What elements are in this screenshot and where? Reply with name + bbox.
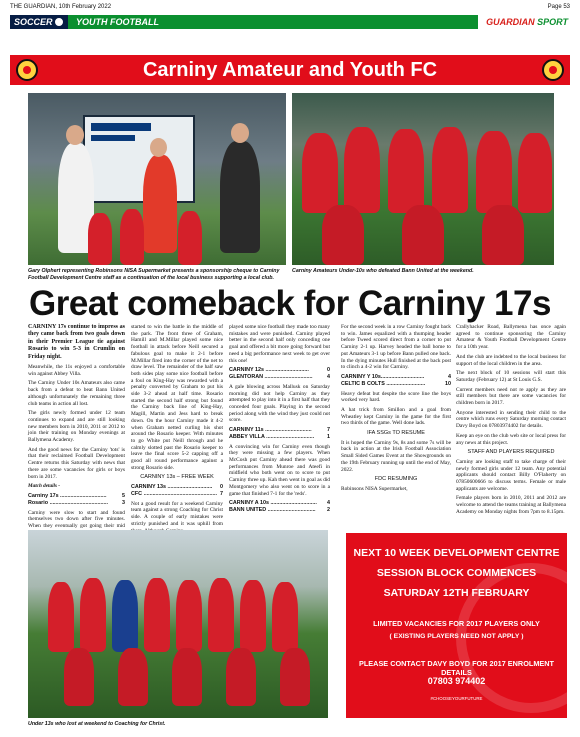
publication-date: THE GUARDIAN, 10th February 2022 (10, 4, 112, 10)
sub-heading: STAFF AND PLAYERS REQUIRED (467, 449, 555, 456)
score-line: CARNINY 11s ............................... 7 (229, 427, 330, 434)
under-13s-team-photo (28, 530, 328, 718)
score-line: ABBEY VILLA ................................ 1 (229, 433, 330, 440)
club-banner (10, 55, 570, 85)
guardian-sport-label: GUARDIAN SPORT (478, 15, 570, 29)
photo-caption: Carniny Amateurs Under-10s who defeated Bann United at the weekend. (292, 268, 474, 274)
adult-figure (143, 155, 177, 253)
article-column-1: CARNINY 17s continue to impress as they came back from two goals down in their Premier League tie against Rosario to win 5-3 in Crumlin on Friday night. Meanwhile, the 11s enjoyed a comfortable win against Abbey Villa. The Carniny Under 10s Amateurs also came back from a defeat to beat Bann United although unfortunately the remaining three club teams in action all lost. The girls newly formed under 12 team continues to expand and are still looking new members born in 2010, 2011 or 2012 to join their training on Monday evenings at Ballymena Academy. And the good news for the Carniny 'tots' is that their reclaimed Football Development Centre returns this Saturday with news that there are some vacancies for girls or boys born in 2017. Match details - Carniny 17s ............................... 5 Rosario ....................................... 3 Carniny were slow to start and found themselves two down after five minutes. When they eventually got going their mid (28, 324, 125, 529)
score-line: BANN UNITED ................................ 2 (229, 507, 330, 514)
section-bar (10, 15, 570, 29)
development-centre-sign (83, 115, 195, 203)
child-figure (120, 209, 144, 265)
score-line: CARNINY A 10s ............................... 4 (229, 500, 330, 507)
child-figure (178, 211, 202, 265)
score-line: CELTIC B COLTS .......................... 10 (341, 380, 451, 387)
banner-title: Carniny Amateur and Youth FC (142, 59, 438, 81)
article-column-5: Crallyhacker Road, Ballymena has once again agreed to continue sponsoring the Carniny Amateur & Youth Football Development Centre for a 10th year. And the club are indebted to the local business for support of the local children in the area. The next block of 10 sessions will start this Saturday (February 12) at St Louis G.S. Current members need not re apply as they are still members but there are some vacancies for children born in 2017. Anyone interested in sending their child to the centre which runs every Saturday morning contact Davy Boyd on 07803974402 for details. Keep an eye on the club web site or local press for any news at this project. STAFF AND PLAYERS REQUIRED Carniny are looking staff to take charge of their newly formed girls under 12 team. Any potential applicants should contact Billy O'Flaherty on 07850600666 to discuss terms. Female or male applicants are welcome. Female players born in 2010, 2011 and 2012 are welcome to attend the teams training at Ballymena Academy on Monday nights from 7pm to 8.15pm. (456, 324, 566, 515)
score-line: CARNINY Y 10s............................. 4 (341, 373, 451, 380)
youth-football-label: YOUTH FOOTBALL (76, 17, 159, 27)
contact-phone: 07803 974402 (427, 676, 486, 686)
headline: Great comeback for Carniny 17s (29, 284, 551, 323)
soccer-label: SOCCER (10, 15, 68, 29)
masthead (10, 4, 570, 13)
score-line: CARNINY 13s .............................. 0 (131, 484, 223, 491)
adult-figure (220, 141, 260, 253)
sub-heading: CARNINY 13s – FREE WEEK (140, 474, 214, 481)
child-figure (88, 213, 112, 265)
score-line: Rosario ....................................... 3 (28, 499, 125, 506)
page-number: Page 53 (547, 4, 570, 10)
score-line: GLENTORAN ................................ 4 (229, 374, 330, 381)
photo-caption: Gary Olphert representing Robinsons NISA Supermarket presents a sponsorship cheque to Carniny Football Development Centre staff as a continuation of the local business supporting a local club. (28, 268, 280, 281)
score-line: Carniny 17s ............................... 5 (28, 492, 125, 499)
under-10s-team-photo (292, 93, 554, 265)
score-line: CARNINY 12s ............................. 0 (229, 367, 330, 374)
sub-heading: IFA SSGs TO RESUME (367, 430, 425, 437)
club-crest-icon (542, 59, 564, 81)
score-line: CFC ................................................. 7 (131, 490, 223, 497)
article-column-4: For the second week in a row Carniny fought back to win. James equalized with a thumping header before Tweed scored direct from a corner to put Carniny 2-1 up. Harvey headed the ball home to put Amateurs 3-1 up before Bann pulled one back. In the dying minutes Hull finished at the back post to clinch a 4-2 win for Carniny. CARNINY Y 10s............................. 4 CELTIC B COLTS .......................... 10 Heavy defeat but despite the score line the boys worked very hard. A hat trick from Smillon and a goal from Wheatley kept Carniny in the game for the first two thirds of the game. Well done lads. IFA SSGs TO RESUME It is hoped the Carniny 9s, 8s and some 7s will be back in action at the Irish Football Association Small Sided Games Event at the Showgrounds on the 19th February running up until the end of May, 2022. FDC RESUMING Robinsons NISA Supermarket, (341, 324, 451, 492)
photo-caption: Under 13s who lost at weekend to Coaching for Christ. (28, 721, 166, 727)
football-icon (54, 17, 64, 27)
sub-heading: FDC RESUMING (374, 476, 418, 483)
article-column-2: started to win the battle in the middle of the park. The front three of Graham, Hamill and M.Millar played some nice football in attack before Neill secured a fabulous goal to make it 2-1 before M.Millar fired into the corner of the net to draw level. The remainder of the half saw both sides play some nice football before a foul on King-Hay was rewarded with a penalty converted by Graham to put his side 3-2 ahead at half time. Rosario started the second half strong but found the Carniny back line of King-Hay, Magill, Martin and Jess hard to break down. On the hour Carniny made it 4-2 when Graham netted curling his shot around the Rosario keeper. With minutes to go White put Neill through and he calmly slotted past the Rosario keeper to leave the final score 5-2 capping off a good all round performance against a strong Rosario side. CARNINY 13s – FREE WEEK CARNINY 13s .............................. 0 CFC ................................................. 7 Not a good result for a weekend Carniny team against a strong Coaching for Christ side. A couple of early mistakes were strictly punished and it was uphill from (131, 324, 223, 527)
sponsorship-photo (28, 93, 286, 265)
article-column-3: played some nice football they made too many mistakes and were punished. Carniny played better in the second half only conceding one goal and offered a bit more going forward but need a big performance next week to get over this one! CARNINY 12s ............................. 0 GLENTORAN ................................ 4 A gale blowing across Mallusk on Saturday morning did not help Carniny as they attempted to play into it in a first half that they conceded four goals. Playing in the second period along with the wind they just could not score. CARNINY 11s ............................... 7 ABBEY VILLA ................................ 1 A convincing win for Carniny even though they were missing a few players. When McCosh put Carniny ahead there was good performances from Munroe and Ateefi in midfield who both went on to score to put Carniny three up. Kah then went in goal as did Montgomery who also went on to score in a game that finished 7-1 for the 'reds'. CARNINY A 10s ............................... 4 BANN UNITED ................................ 2 (229, 324, 330, 514)
development-centre-advert: NEXT 10 WEEK DEVELOPMENT CENTRE SESSION BLOCK COMMENCES SATURDAY 12TH FEBRUARY LIMITED VACANCIES FOR 2017 PLAYERS ONLY ( EXISTING PLAYERS NEED NOT APPLY ) PLEASE CONTACT DAVY BOYD FOR 2017 ENROLMENT DETAILS 07803 974402 #CHOOSEYOURFUTURE (346, 533, 567, 718)
